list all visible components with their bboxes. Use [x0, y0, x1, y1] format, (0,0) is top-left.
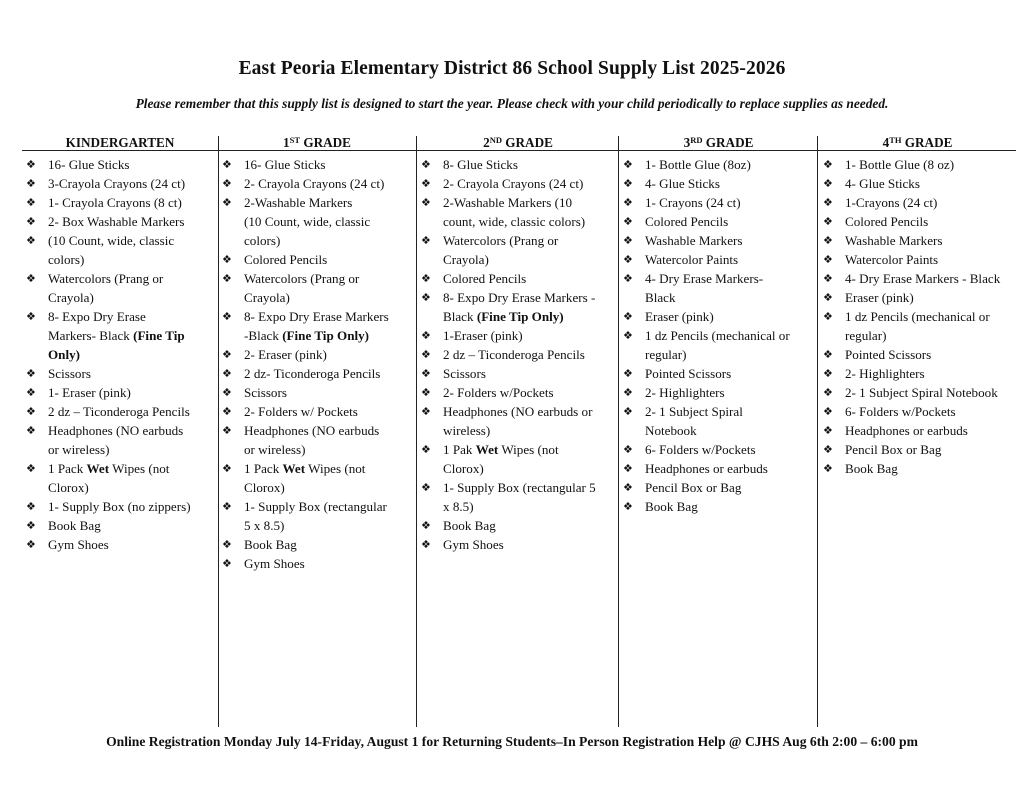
page-subtitle: Please remember that this supply list is designed to start the year. Please check with your child periodically to replace supplies as needed. [135, 96, 889, 111]
supply-item: ❖ Headphones (NO earbuds or wireless) [421, 404, 593, 438]
supply-item: ❖ 4- Dry Erase Markers - Black [823, 271, 1001, 286]
diamond-bullet-icon: ❖ [26, 405, 36, 418]
diamond-bullet-icon: ❖ [823, 367, 833, 380]
supply-item: ❖ 2- Folders w/Pockets [421, 385, 554, 400]
diamond-bullet-icon: ❖ [823, 272, 833, 285]
supply-item: ❖ 16- Glue Sticks [26, 157, 130, 172]
column-kindergarten [22, 133, 218, 727]
diamond-bullet-icon: ❖ [421, 367, 431, 380]
supply-item: ❖ (10 Count, wide, classic colors) [26, 233, 175, 267]
supply-item: ❖ 2- Eraser (pink) [222, 347, 327, 362]
diamond-bullet-icon: ❖ [26, 158, 36, 171]
diamond-bullet-icon: ❖ [421, 291, 431, 304]
supply-item: ❖ 1- Crayons (24 ct) [623, 195, 741, 210]
diamond-bullet-icon: ❖ [623, 500, 633, 513]
diamond-bullet-icon: ❖ [823, 215, 833, 228]
supply-item: ❖ Book Bag [421, 518, 496, 533]
diamond-bullet-icon: ❖ [623, 405, 633, 418]
supply-item: ❖ 1 Pak Wet Wipes (not Clorox) [421, 442, 559, 476]
supply-item: ❖ Colored Pencils [823, 214, 929, 229]
diamond-bullet-icon: ❖ [623, 215, 633, 228]
supply-item: ❖ Book Bag [623, 499, 698, 514]
diamond-bullet-icon: ❖ [421, 481, 431, 494]
diamond-bullet-icon: ❖ [222, 196, 232, 209]
column-2nd-grade [417, 133, 619, 727]
supply-item: ❖ Pencil Box or Bag [623, 480, 742, 495]
supply-item: ❖ 2- Highlighters [823, 366, 925, 381]
diamond-bullet-icon: ❖ [623, 234, 633, 247]
diamond-bullet-icon: ❖ [222, 538, 232, 551]
supply-item: ❖ 1 dz Pencils (mechanical or regular) [623, 328, 790, 362]
supply-item: ❖ 1-Crayons (24 ct) [823, 195, 938, 210]
diamond-bullet-icon: ❖ [623, 272, 633, 285]
diamond-bullet-icon: ❖ [222, 272, 232, 285]
diamond-bullet-icon: ❖ [823, 348, 833, 361]
supply-item: ❖ Washable Markers [823, 233, 943, 248]
diamond-bullet-icon: ❖ [222, 367, 232, 380]
diamond-bullet-icon: ❖ [222, 310, 232, 323]
supply-item: ❖ 1 Pack Wet Wipes (not Clorox) [26, 461, 170, 495]
diamond-bullet-icon: ❖ [623, 253, 633, 266]
column-3rd-grade [619, 133, 818, 727]
supply-item: ❖ 6- Folders w/Pockets [623, 442, 756, 457]
supply-item: ❖ 8- Expo Dry Erase Markers- Black (Fine Tip Only) [26, 309, 185, 362]
item-list [819, 155, 1016, 478]
column-heading: KINDERGARTEN [65, 135, 175, 150]
supply-item: ❖ 8- Expo Dry Erase Markers -Black (Fine Tip Only) [222, 309, 389, 343]
diamond-bullet-icon: ❖ [823, 253, 833, 266]
supply-item: ❖ Headphones (NO earbuds or wireless) [222, 423, 380, 457]
supply-item: ❖ 8- Glue Sticks [421, 157, 518, 172]
supply-item: ❖ Gym Shoes [222, 556, 305, 571]
diamond-bullet-icon: ❖ [222, 405, 232, 418]
supply-item: ❖ Watercolor Paints [623, 252, 739, 267]
supply-item: ❖ 2-Washable Markers (10 count, wide, classic colors) [421, 195, 586, 229]
diamond-bullet-icon: ❖ [823, 177, 833, 190]
supply-item: ❖ 2- Crayola Crayons (24 ct) [421, 176, 584, 191]
diamond-bullet-icon: ❖ [222, 158, 232, 171]
diamond-bullet-icon: ❖ [823, 310, 833, 323]
supply-item: ❖ Colored Pencils [222, 252, 328, 267]
diamond-bullet-icon: ❖ [222, 462, 232, 475]
diamond-bullet-icon: ❖ [222, 500, 232, 513]
supply-item: ❖ Pencil Box or Bag [823, 442, 942, 457]
diamond-bullet-icon: ❖ [26, 177, 36, 190]
diamond-bullet-icon: ❖ [26, 272, 36, 285]
supply-item: ❖ 2- Box Washable Markers [26, 214, 185, 229]
supply-item: ❖ 16- Glue Sticks [222, 157, 326, 172]
supply-item: ❖ 1- Supply Box (rectangular 5 x 8.5) [421, 480, 596, 514]
supply-item: ❖ Scissors [26, 366, 91, 381]
column-heading: 4TH GRADE [882, 135, 953, 150]
supply-table [22, 133, 1016, 727]
column-heading: 3RD GRADE [683, 135, 754, 150]
diamond-bullet-icon: ❖ [26, 519, 36, 532]
supply-item: ❖ 8- Expo Dry Erase Markers - Black (Fine Tip Only) [421, 290, 596, 324]
diamond-bullet-icon: ❖ [421, 158, 431, 171]
supply-item: ❖ Headphones or earbuds [823, 423, 968, 438]
supply-item: ❖ 1- Bottle Glue (8 oz) [823, 157, 955, 172]
diamond-bullet-icon: ❖ [623, 177, 633, 190]
supply-item: ❖ Colored Pencils [421, 271, 527, 286]
diamond-bullet-icon: ❖ [421, 348, 431, 361]
diamond-bullet-icon: ❖ [623, 367, 633, 380]
diamond-bullet-icon: ❖ [823, 386, 833, 399]
supply-item: ❖ 2 dz – Ticonderoga Pencils [421, 347, 585, 362]
page-title: East Peoria Elementary District 86 School Supply List 2025-2026 [238, 58, 786, 79]
diamond-bullet-icon: ❖ [26, 367, 36, 380]
supply-item: ❖ Eraser (pink) [623, 309, 714, 324]
supply-item: ❖ Book Bag [26, 518, 101, 533]
diamond-bullet-icon: ❖ [421, 196, 431, 209]
diamond-bullet-icon: ❖ [823, 462, 833, 475]
diamond-bullet-icon: ❖ [623, 310, 633, 323]
supply-item: ❖ 2- 1 Subject Spiral Notebook [623, 404, 743, 438]
supply-item: ❖ 1- Bottle Glue (8oz) [623, 157, 751, 172]
column-heading: 1ST GRADE [283, 135, 351, 150]
supply-item: ❖ 1 dz Pencils (mechanical or regular) [823, 309, 990, 343]
supply-item: ❖ 4- Dry Erase Markers- Black [623, 271, 764, 305]
supply-item: ❖ Watercolor Paints [823, 252, 939, 267]
diamond-bullet-icon: ❖ [823, 424, 833, 437]
diamond-bullet-icon: ❖ [823, 234, 833, 247]
supply-item: ❖ 2-Washable Markers (10 Count, wide, classic colors) [222, 195, 371, 248]
supply-item: ❖ Watercolors (Prang or Crayola) [222, 271, 360, 305]
diamond-bullet-icon: ❖ [222, 348, 232, 361]
column-4th-grade [819, 133, 1016, 727]
diamond-bullet-icon: ❖ [222, 177, 232, 190]
supply-item: ❖ Book Bag [823, 461, 898, 476]
column-1st-grade [218, 133, 416, 727]
item-list [619, 155, 818, 516]
item-list [22, 155, 218, 554]
diamond-bullet-icon: ❖ [222, 386, 232, 399]
diamond-bullet-icon: ❖ [623, 443, 633, 456]
supply-item: ❖ 2 dz- Ticonderoga Pencils [222, 366, 381, 381]
supply-item: ❖ Book Bag [222, 537, 297, 552]
diamond-bullet-icon: ❖ [26, 386, 36, 399]
diamond-bullet-icon: ❖ [421, 386, 431, 399]
diamond-bullet-icon: ❖ [26, 500, 36, 513]
supply-item: ❖ 1-Eraser (pink) [421, 328, 523, 343]
diamond-bullet-icon: ❖ [421, 234, 431, 247]
diamond-bullet-icon: ❖ [26, 538, 36, 551]
supply-item: ❖ Watercolors (Prang or Crayola) [421, 233, 559, 267]
supply-item: ❖ Pointed Scissors [623, 366, 732, 381]
supply-item: ❖ Scissors [421, 366, 486, 381]
supply-item: ❖ 1- Supply Box (rectangular 5 x 8.5) [222, 499, 387, 533]
supply-item: ❖ Eraser (pink) [823, 290, 914, 305]
item-list [218, 155, 416, 573]
diamond-bullet-icon: ❖ [26, 215, 36, 228]
supply-item: ❖ Headphones (NO earbuds or wireless) [26, 423, 184, 457]
supply-item: ❖ 2- Folders w/ Pockets [222, 404, 358, 419]
diamond-bullet-icon: ❖ [623, 329, 633, 342]
supply-item: ❖ 2 dz – Ticonderoga Pencils [26, 404, 190, 419]
diamond-bullet-icon: ❖ [222, 557, 232, 570]
diamond-bullet-icon: ❖ [823, 196, 833, 209]
diamond-bullet-icon: ❖ [623, 481, 633, 494]
diamond-bullet-icon: ❖ [823, 405, 833, 418]
supply-item: ❖ 2- Highlighters [623, 385, 725, 400]
supply-item: ❖ 1 Pack Wet Wipes (not Clorox) [222, 461, 366, 495]
supply-item: ❖ Gym Shoes [26, 537, 109, 552]
supply-item: ❖ Watercolors (Prang or Crayola) [26, 271, 164, 305]
supply-item: ❖ Washable Markers [623, 233, 743, 248]
diamond-bullet-icon: ❖ [823, 443, 833, 456]
supply-item: ❖ Headphones or earbuds [623, 461, 768, 476]
supply-item: ❖ 1- Crayola Crayons (8 ct) [26, 195, 182, 210]
diamond-bullet-icon: ❖ [623, 386, 633, 399]
diamond-bullet-icon: ❖ [421, 329, 431, 342]
diamond-bullet-icon: ❖ [26, 462, 36, 475]
supply-item: ❖ 6- Folders w/Pockets [823, 404, 956, 419]
column-heading: 2ND GRADE [483, 135, 553, 150]
diamond-bullet-icon: ❖ [623, 462, 633, 475]
supply-item: ❖ 4- Glue Sticks [623, 176, 720, 191]
diamond-bullet-icon: ❖ [421, 538, 431, 551]
diamond-bullet-icon: ❖ [421, 272, 431, 285]
supply-item: ❖ 2- Crayola Crayons (24 ct) [222, 176, 385, 191]
item-list [417, 155, 619, 554]
diamond-bullet-icon: ❖ [26, 424, 36, 437]
supply-item: ❖ 1- Eraser (pink) [26, 385, 131, 400]
supply-item: ❖ 3-Crayola Crayons (24 ct) [26, 176, 186, 191]
diamond-bullet-icon: ❖ [623, 158, 633, 171]
diamond-bullet-icon: ❖ [222, 424, 232, 437]
diamond-bullet-icon: ❖ [26, 234, 36, 247]
diamond-bullet-icon: ❖ [623, 196, 633, 209]
supply-item: ❖ Pointed Scissors [823, 347, 932, 362]
supply-item: ❖ 2- 1 Subject Spiral Notebook [823, 385, 998, 400]
registration-footer: Online Registration Monday July 14-Friday, August 1 for Returning Students–In Person Registration Help @ CJHS Aug 6th 2:00 – 6:00 pm [106, 734, 918, 749]
supply-item: ❖ Gym Shoes [421, 537, 504, 552]
supply-item: ❖ Colored Pencils [623, 214, 729, 229]
column-divider [817, 136, 818, 727]
diamond-bullet-icon: ❖ [26, 310, 36, 323]
diamond-bullet-icon: ❖ [823, 291, 833, 304]
diamond-bullet-icon: ❖ [26, 196, 36, 209]
diamond-bullet-icon: ❖ [222, 253, 232, 266]
supply-item: ❖ 1- Supply Box (no zippers) [26, 499, 191, 514]
supply-item: ❖ 4- Glue Sticks [823, 176, 920, 191]
diamond-bullet-icon: ❖ [823, 158, 833, 171]
diamond-bullet-icon: ❖ [421, 519, 431, 532]
diamond-bullet-icon: ❖ [421, 177, 431, 190]
diamond-bullet-icon: ❖ [421, 443, 431, 456]
diamond-bullet-icon: ❖ [421, 405, 431, 418]
supply-item: ❖ Scissors [222, 385, 287, 400]
